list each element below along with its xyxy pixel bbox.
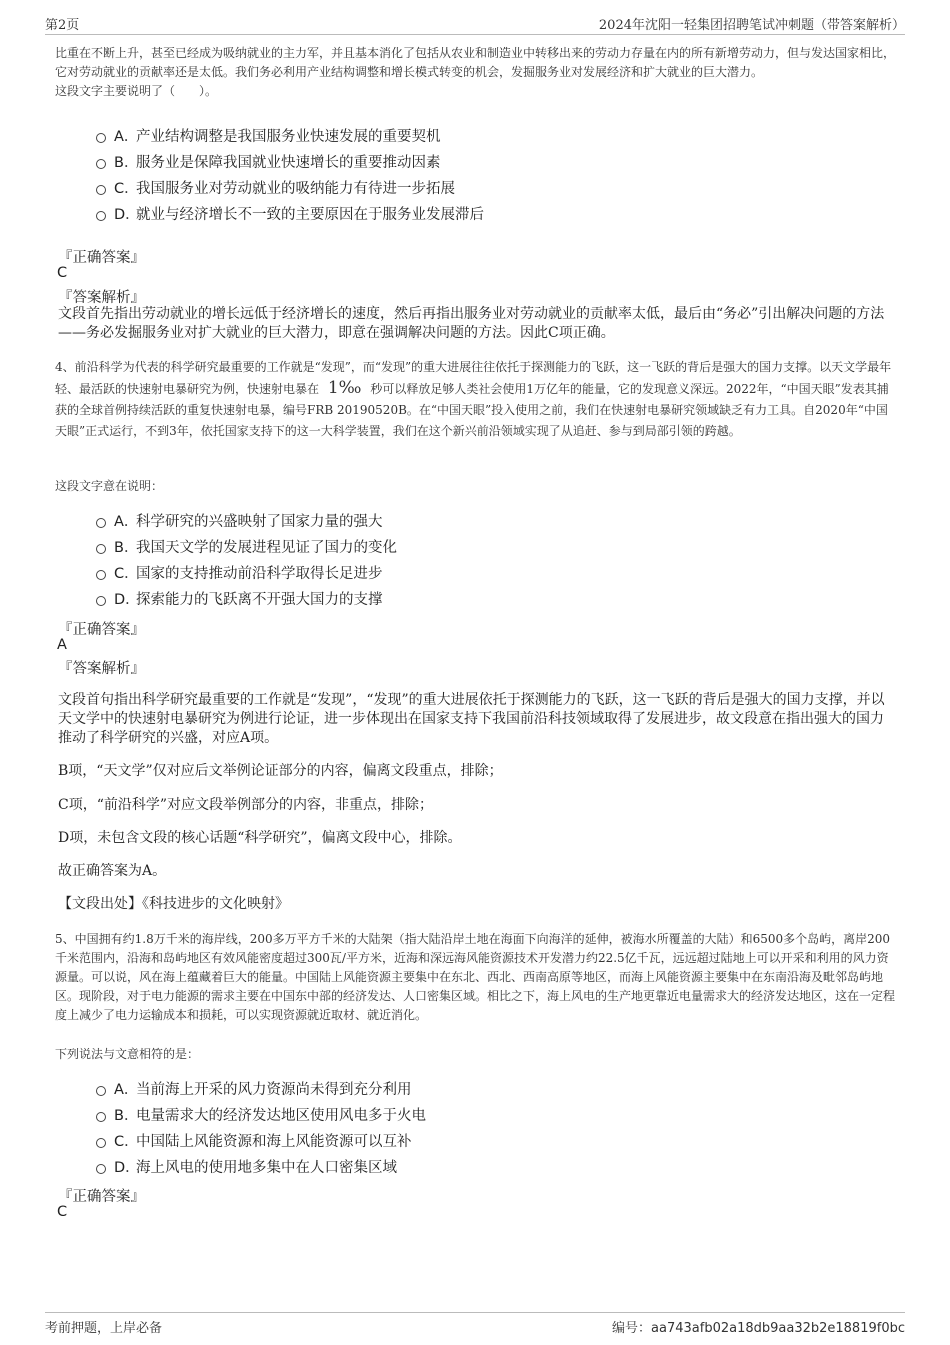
q3-analysis: 文段首先指出劳动就业的增长远低于经济增长的速度，然后再指出服务业对劳动就业的贡献率太低，最后由“务必”引出解决问题的方法——务必发掘服务业对扩大就业的巨大潜力，即意在强调解决问题的方法。因此C项正确。 bbox=[58, 306, 885, 341]
q3-options bbox=[96, 124, 876, 228]
radio-icon[interactable] bbox=[96, 518, 106, 528]
q5-stem: 下列说法与文意相符的是： bbox=[55, 1047, 200, 1061]
q4-option-d[interactable]: D．探索能力的飞跃离不开强大国力的支撑 bbox=[96, 587, 876, 613]
q4-options bbox=[96, 509, 876, 613]
q5-option-b[interactable]: B．电量需求大的经济发达地区使用风电多于火电 bbox=[96, 1103, 876, 1129]
radio-icon[interactable] bbox=[96, 133, 106, 143]
q3-option-b[interactable]: B．服务业是保障我国就业快速增长的重要推动因素 bbox=[96, 150, 876, 176]
radio-icon[interactable] bbox=[96, 185, 106, 195]
q4-passage-a: 4、前沿科学为代表的科学研究最重要的工作就是“发现”，而“发现”的重大进展往往依托于探测能力的飞跃，这一飞跃的背后是强大的国力支撑。以天文学最年轻、最活跃的快速射电暴研究为例，快速射电暴在 bbox=[55, 360, 892, 396]
document-code bbox=[612, 1317, 905, 1336]
q5-options bbox=[96, 1077, 876, 1181]
q4-option-b[interactable]: B．我国天文学的发展进程见证了国力的变化 bbox=[96, 535, 876, 561]
q3-answer: C bbox=[57, 265, 68, 281]
q5-answer-label: 『正确答案』 bbox=[58, 1189, 145, 1205]
q3-passage bbox=[55, 44, 895, 101]
q4-passage bbox=[55, 357, 895, 442]
footer-slogan: 考前押题，上岸必备 bbox=[45, 1321, 163, 1336]
q5-option-d[interactable]: D．海上风电的使用地多集中在人口密集区域 bbox=[96, 1155, 876, 1181]
radio-icon[interactable] bbox=[96, 570, 106, 580]
q4-analysis-label: 『答案解析』 bbox=[58, 661, 145, 677]
q3-option-a[interactable]: A．产业结构调整是我国服务业快速发展的重要契机 bbox=[96, 124, 876, 150]
q4-note-b: B项，“天文学”仅对应后文举例论证部分的内容，偏离文段重点，排除； bbox=[58, 763, 503, 779]
q4-conclusion: 故正确答案为A。 bbox=[58, 863, 167, 879]
q5-option-c[interactable]: C．中国陆上风能资源和海上风能资源可以互补 bbox=[96, 1129, 876, 1155]
q3-analysis-label: 『答案解析』 bbox=[58, 290, 145, 306]
q4-option-c[interactable]: C．国家的支持推动前沿科学取得长足进步 bbox=[96, 561, 876, 587]
q5-answer: C bbox=[57, 1204, 68, 1220]
q4-analysis: 文段首句指出科学研究最重要的工作就是“发现”，“发现”的重大进展依托于探测能力的飞跃，这一飞跃的背后是强大的国力支撑，并以天文学中的快速射电暴研究为例进行论证，进一步体现出在国家支持下我国前沿科技领域取得了发展进步，故文段意在指出强大的国力推动了科学研究的兴盛，对应A项。 bbox=[58, 692, 885, 746]
q5-passage: 5、中国拥有约1.8万千米的海岸线，200多万平方千米的大陆架（指大陆沿岸土地在海面下向海洋的延伸，被海水所覆盖的大陆）和6500多个岛屿，离岸200千米范围内，沿海和岛屿地区有效风能密度超过300瓦/平方米，近海和深远海风能资源技术开发潜力约22.5亿千瓦，远远超过陆地上可以开采和利用的风力资源量。可以说，风在海上蕴藏着巨大的能量。中国陆上风能资源主要集中在东北、西北、西南高原等地区，而海上风能资源主要集中在东南沿海及毗邻岛屿地区。现阶段，对于电力能源的需求主要在中国东中部的经济发达、人口密集区域。相比之下，海上风电的生产地更靠近电量需求大的经济发达地区，这在一定程度上减少了电力运输成本和损耗，可以实现资源就近取材、就近消化。 bbox=[55, 932, 896, 1022]
radio-icon[interactable] bbox=[96, 159, 106, 169]
q5-option-a[interactable]: A．当前海上开采的风力资源尚未得到充分利用 bbox=[96, 1077, 876, 1103]
q4-answer-label: 『正确答案』 bbox=[58, 622, 145, 638]
page-number: 第2页 bbox=[45, 18, 80, 33]
permille-symbol: 1‰ bbox=[327, 378, 362, 398]
q3-stem: 这段文字主要说明了（ ）。 bbox=[55, 84, 218, 98]
q4-answer: A bbox=[57, 637, 67, 653]
q4-stem: 这段文字意在说明： bbox=[55, 479, 164, 493]
q3-option-d[interactable]: D．就业与经济增长不一致的主要原因在于服务业发展滞后 bbox=[96, 202, 876, 228]
page-header bbox=[45, 14, 905, 35]
q3-answer-label: 『正确答案』 bbox=[58, 250, 145, 266]
radio-icon[interactable] bbox=[96, 596, 106, 606]
radio-icon[interactable] bbox=[96, 1164, 106, 1174]
q4-note-c: C项，“前沿科学”对应文段举例部分的内容，非重点，排除； bbox=[58, 797, 434, 813]
q3-passage-text: 比重在不断上升，甚至已经成为吸纳就业的主力军，并且基本消化了包括从农业和制造业中转移出来的劳动力存量在内的所有新增劳动力，但与发达国家相比，它对劳动就业的贡献率还是太低。我们务必利用产业结构调整和增长模式转变的机会，发掘服务业对发展经济和扩大就业的巨大潜力。 bbox=[55, 46, 896, 79]
radio-icon[interactable] bbox=[96, 211, 106, 221]
q3-option-c[interactable]: C．我国服务业对劳动就业的吸纳能力有待进一步拓展 bbox=[96, 176, 876, 202]
code-label: 编号： bbox=[612, 1321, 652, 1336]
q4-note-d: D项，未包含文段的核心话题“科学研究”，偏离文段中心，排除。 bbox=[58, 830, 462, 846]
radio-icon[interactable] bbox=[96, 1086, 106, 1096]
document-title: 2024年沈阳一轻集团招聘笔试冲刺题（带答案解析） bbox=[598, 18, 905, 33]
radio-icon[interactable] bbox=[96, 544, 106, 554]
q4-option-a[interactable]: A．科学研究的兴盛映射了国家力量的强大 bbox=[96, 509, 876, 535]
q4-source: 【文段出处】《科技进步的文化映射》 bbox=[58, 896, 289, 912]
code-value: aa743afb02a18db9aa32b2e18819f0bc bbox=[651, 1321, 905, 1336]
radio-icon[interactable] bbox=[96, 1112, 106, 1122]
q4-passage-b: 秒可以释放足够人类社会使用1万亿年的能量，它的发现意义深远。2022年，“中国天眼”发表其捕获的全球首例持续活跃的重复快速射电暴，编号FRB 20190520B。在“中国天眼”投入使用之前，我们在快速射电暴研究领域缺乏有力工具。自2020年“中国天眼”正式运行，不到3年，依托国家支持下的这一大科学装置，我们在这个新兴前沿领域实现了从追赶、参与到局部引领的跨越。 bbox=[55, 382, 889, 438]
page-footer bbox=[45, 1312, 905, 1337]
radio-icon[interactable] bbox=[96, 1138, 106, 1148]
